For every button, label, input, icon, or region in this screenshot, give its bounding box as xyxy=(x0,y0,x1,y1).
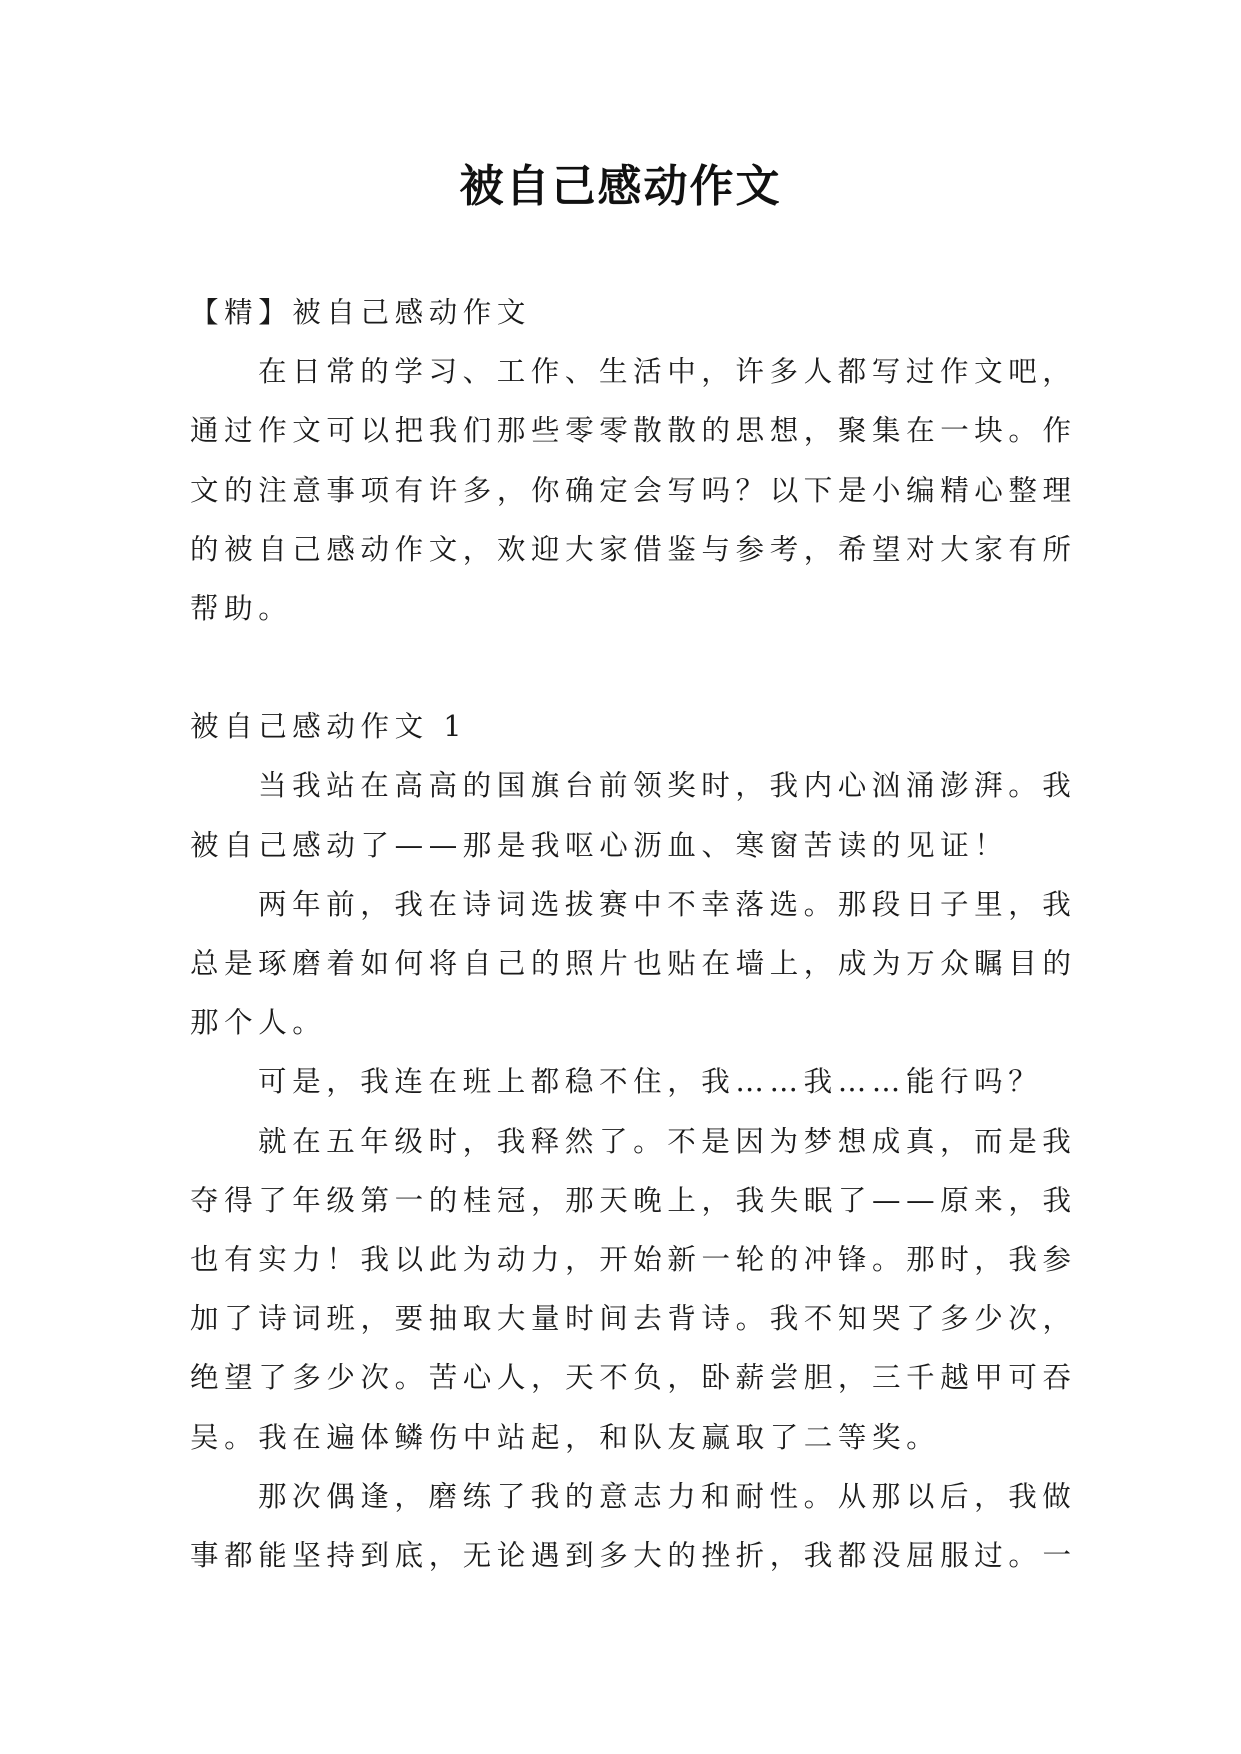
paragraph-line: 绝望了多少次。苦心人，天不负，卧薪尝胆，三千越甲可吞 xyxy=(190,1361,1077,1395)
paragraph-line: 的被自己感动作文，欢迎大家借鉴与参考，希望对大家有所 xyxy=(190,532,1077,566)
paragraph-line: 就在五年级时，我释然了。不是因为梦想成真，而是我 xyxy=(258,1124,1077,1158)
essay-paragraph xyxy=(190,875,1077,1053)
paragraph-line: 夺得了年级第一的桂冠，那天晚上，我失眠了——原来，我 xyxy=(190,1183,1077,1217)
intro-heading: 【精】被自己感动作文 xyxy=(190,296,532,329)
paragraph-line: 总是琢磨着如何将自己的照片也贴在墙上，成为万众瞩目的 xyxy=(190,947,1077,981)
paragraph-line: 加了诗词班，要抽取大量时间去背诗。我不知哭了多少次， xyxy=(190,1302,1077,1336)
paragraph-line: 通过作文可以把我们那些零零散散的思想，聚集在一块。作 xyxy=(190,414,1077,448)
essay-paragraph xyxy=(190,756,1077,874)
paragraph-line: 也有实力！我以此为动力，开始新一轮的冲锋。那时，我参 xyxy=(190,1243,1077,1277)
paragraph-line: 被自己感动了——那是我呕心沥血、寒窗苦读的见证！ xyxy=(190,828,1009,862)
paragraph-line: 帮助。 xyxy=(190,592,293,626)
document-title: 被自己感动作文 xyxy=(459,161,782,212)
paragraph-line: 那次偶逢，磨练了我的意志力和耐性。从那以后，我做 xyxy=(258,1479,1077,1513)
essay-paragraph xyxy=(190,1052,1058,1111)
section-heading: 被自己感动作文 1 xyxy=(190,710,468,744)
section-spacer xyxy=(190,638,1058,697)
intro-paragraph xyxy=(190,342,1077,638)
paragraph-line: 事都能坚持到底，无论遇到多大的挫折，我都没屈服过。一 xyxy=(190,1539,1077,1573)
paragraph-line: 可是，我连在班上都稳不住，我……我……能行吗？ xyxy=(258,1065,1043,1099)
paragraph-line: 两年前，我在诗词选拔赛中不幸落选。那段日子里，我 xyxy=(258,887,1077,921)
paragraph-line: 在日常的学习、工作、生活中，许多人都写过作文吧， xyxy=(258,355,1077,389)
essay-paragraph xyxy=(190,1467,1077,1585)
paragraph-line: 当我站在高高的国旗台前领奖时，我内心汹涌澎湃。我 xyxy=(258,769,1077,803)
paragraph-line: 文的注意事项有许多，你确定会写吗？以下是小编精心整理 xyxy=(190,473,1077,507)
paragraph-line: 吴。我在遍体鳞伤中站起，和队友赢取了二等奖。 xyxy=(190,1420,941,1454)
essay-paragraph xyxy=(190,1112,1077,1467)
paragraph-line: 那个人。 xyxy=(190,1006,327,1040)
document-body xyxy=(190,283,1077,1585)
